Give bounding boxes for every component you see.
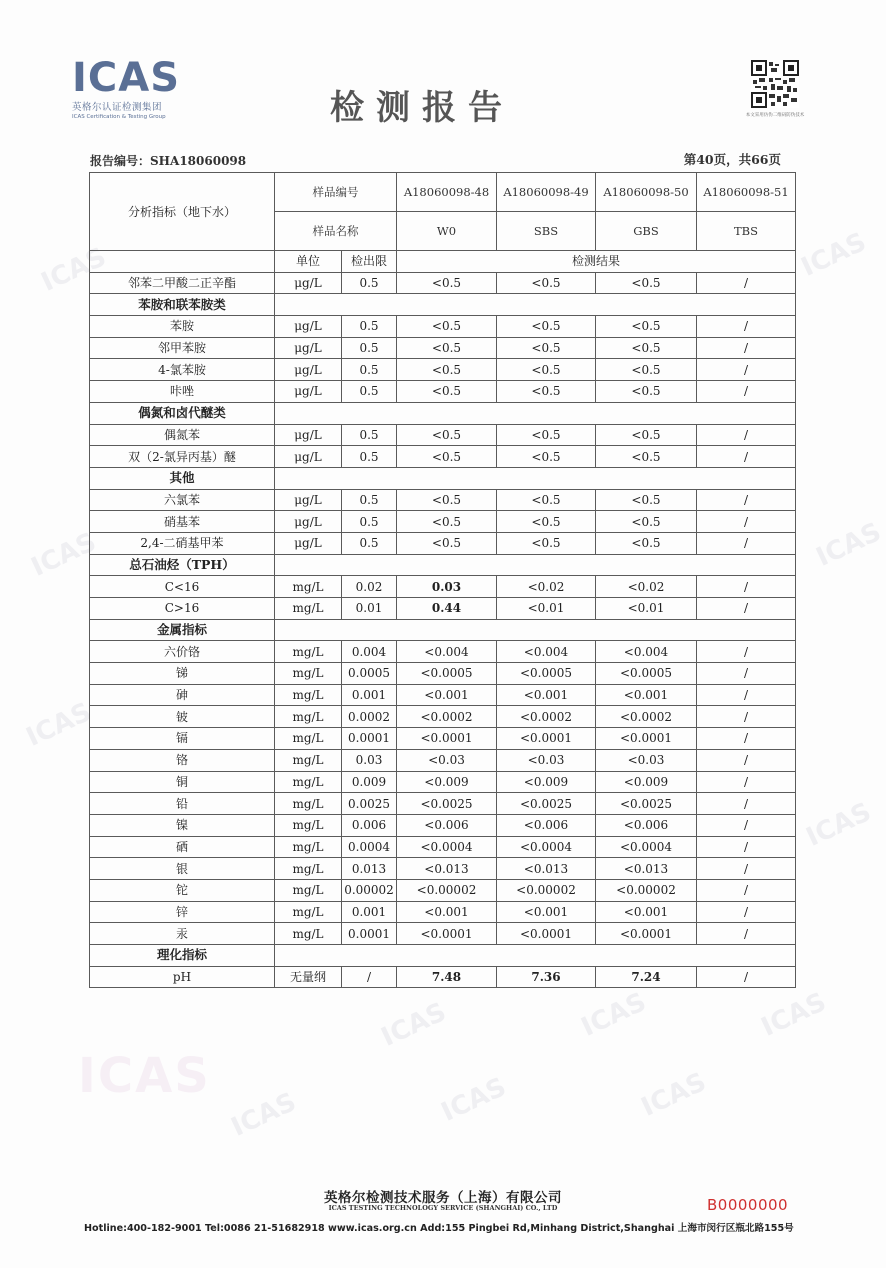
detection-limit-cell: 0.5: [342, 272, 397, 294]
result-cell: <0.004: [397, 641, 497, 663]
table-row: [90, 901, 796, 923]
result-cell: <0.0001: [397, 728, 497, 750]
qr-code-icon: [751, 60, 799, 108]
result-cell: <0.00002: [596, 879, 697, 901]
result-cell: <0.5: [397, 489, 497, 511]
section-blank: [275, 294, 796, 316]
watermark: ICAS: [801, 797, 876, 853]
result-cell: /: [697, 489, 796, 511]
detection-limit-cell: 0.5: [342, 424, 397, 446]
result-cell: <0.00002: [397, 879, 497, 901]
result-cell: /: [697, 814, 796, 836]
table-row: [90, 316, 796, 338]
result-cell: <0.001: [397, 901, 497, 923]
analyte-name: 汞: [90, 923, 275, 945]
unit-cell: μg/L: [275, 489, 342, 511]
result-cell: <0.5: [497, 424, 596, 446]
result-cell: <0.0025: [497, 793, 596, 815]
analyte-name: 咔唑: [90, 381, 275, 403]
result-cell: <0.5: [497, 337, 596, 359]
logo-en-name: ICAS Certification & Testing Group: [72, 114, 166, 120]
unit-cell: μg/L: [275, 337, 342, 359]
detection-limit-cell: 0.5: [342, 316, 397, 338]
result-cell: <0.001: [596, 684, 697, 706]
section-row: [90, 467, 796, 489]
unit-cell: μg/L: [275, 316, 342, 338]
result-cell: <0.0002: [596, 706, 697, 728]
unit-cell: mg/L: [275, 771, 342, 793]
results-table: [89, 172, 796, 988]
column-header-row: [90, 251, 796, 273]
result-cell: <0.009: [397, 771, 497, 793]
result-cell: <0.01: [497, 598, 596, 620]
result-cell: <0.5: [497, 381, 596, 403]
result-cell: <0.03: [497, 749, 596, 771]
unit-cell: mg/L: [275, 684, 342, 706]
section-blank: [275, 402, 796, 424]
result-cell: /: [697, 641, 796, 663]
result-cell: <0.0001: [497, 728, 596, 750]
analyte-name: 镍: [90, 814, 275, 836]
result-cell: <0.0004: [596, 836, 697, 858]
table-row: [90, 424, 796, 446]
section-row: [90, 554, 796, 576]
result-cell: <0.013: [397, 858, 497, 880]
unit-cell: μg/L: [275, 511, 342, 533]
section-row: [90, 294, 796, 316]
unit-cell: mg/L: [275, 901, 342, 923]
sample-id-label: 样品编号: [275, 173, 397, 212]
analyte-name: 铜: [90, 771, 275, 793]
result-cell: 0.44: [397, 598, 497, 620]
table-row: [90, 359, 796, 381]
result-cell: <0.5: [596, 272, 697, 294]
result-cell: <0.009: [596, 771, 697, 793]
page-number: 第40页，共66页: [683, 152, 781, 167]
detection-limit-cell: 0.5: [342, 532, 397, 554]
table-row: [90, 706, 796, 728]
result-cell: /: [697, 576, 796, 598]
unit-cell: mg/L: [275, 663, 342, 685]
result-cell: <0.5: [397, 381, 497, 403]
result-cell: <0.0004: [497, 836, 596, 858]
watermark: ICAS: [576, 987, 651, 1043]
result-cell: <0.01: [596, 598, 697, 620]
result-cell: <0.001: [497, 684, 596, 706]
section-title: 金属指标: [90, 619, 275, 641]
unit-cell: mg/L: [275, 641, 342, 663]
detection-limit-cell: 0.5: [342, 337, 397, 359]
detection-limit-cell: 0.5: [342, 381, 397, 403]
table-row: [90, 923, 796, 945]
result-cell: <0.0001: [397, 923, 497, 945]
result-cell: <0.5: [397, 446, 497, 468]
analyte-name: 偶氮苯: [90, 424, 275, 446]
sample-id: A18060098-49: [497, 173, 596, 212]
table-row: [90, 381, 796, 403]
detection-limit-cell: 0.5: [342, 359, 397, 381]
result-cell: /: [697, 663, 796, 685]
detection-limit-cell: 0.0004: [342, 836, 397, 858]
result-cell: <0.006: [397, 814, 497, 836]
result-cell: <0.004: [596, 641, 697, 663]
unit-cell: mg/L: [275, 793, 342, 815]
table-row: [90, 598, 796, 620]
unit-cell: μg/L: [275, 359, 342, 381]
section-blank: [275, 554, 796, 576]
sample-id: A18060098-51: [697, 173, 796, 212]
analysis-indicator-header: 分析指标（地下水）: [90, 173, 275, 251]
result-cell: <0.013: [497, 858, 596, 880]
sample-name: TBS: [697, 212, 796, 251]
result-cell: <0.5: [596, 424, 697, 446]
result-cell: /: [697, 923, 796, 945]
analyte-name: 锌: [90, 901, 275, 923]
sample-name: GBS: [596, 212, 697, 251]
result-cell: /: [697, 879, 796, 901]
result-cell: <0.013: [596, 858, 697, 880]
section-title: 苯胺和联苯胺类: [90, 294, 275, 316]
report-number: 报告编号：SHA18060098: [90, 154, 247, 168]
logo-cn-name: 英格尔认证检测集团: [72, 102, 163, 113]
sample-id: A18060098-48: [397, 173, 497, 212]
watermark: ICAS: [796, 227, 871, 283]
table-row: [90, 793, 796, 815]
section-row: [90, 619, 796, 641]
table-row: [90, 749, 796, 771]
result-cell: /: [697, 337, 796, 359]
analyte-name: 铊: [90, 879, 275, 901]
watermark: ICAS: [376, 997, 451, 1053]
table-row: [90, 337, 796, 359]
analyte-name: 砷: [90, 684, 275, 706]
detection-limit-cell: 0.0001: [342, 728, 397, 750]
report-title: 检测报告: [330, 88, 514, 128]
detection-limit-cell: 0.001: [342, 684, 397, 706]
detection-limit-cell: 0.004: [342, 641, 397, 663]
result-cell: /: [697, 532, 796, 554]
detection-limit-cell: 0.01: [342, 598, 397, 620]
section-row: [90, 945, 796, 967]
result-cell: <0.5: [596, 489, 697, 511]
result-cell: <0.0001: [596, 728, 697, 750]
analyte-name: 六价铬: [90, 641, 275, 663]
detection-limit-header: 检出限: [342, 251, 397, 273]
result-cell: /: [697, 771, 796, 793]
result-cell: <0.5: [497, 489, 596, 511]
watermark: ICAS: [226, 1087, 301, 1143]
result-cell: <0.5: [397, 272, 497, 294]
result-cell: <0.0005: [397, 663, 497, 685]
analyte-name: 硝基苯: [90, 511, 275, 533]
watermark: ICAS: [26, 527, 101, 583]
result-cell: <0.006: [497, 814, 596, 836]
detection-limit-cell: 0.02: [342, 576, 397, 598]
analyte-name: 双（2-氯异丙基）醚: [90, 446, 275, 468]
section-title: 其他: [90, 467, 275, 489]
result-cell: /: [697, 836, 796, 858]
analyte-name: pH: [90, 966, 275, 988]
analyte-name: C<16: [90, 576, 275, 598]
watermark: ICAS: [636, 1067, 711, 1123]
watermark: ICAS: [811, 517, 886, 573]
unit-cell: mg/L: [275, 728, 342, 750]
sample-id-row: [90, 173, 796, 212]
result-cell: <0.5: [497, 272, 596, 294]
unit-cell: μg/L: [275, 272, 342, 294]
table-row: [90, 966, 796, 988]
result-cell: /: [697, 749, 796, 771]
detection-limit-cell: 0.0005: [342, 663, 397, 685]
watermark: ICAS: [36, 242, 111, 298]
result-cell: /: [697, 966, 796, 988]
result-cell: 0.03: [397, 576, 497, 598]
result-cell: <0.5: [497, 446, 596, 468]
sample-name: SBS: [497, 212, 596, 251]
result-cell: /: [697, 446, 796, 468]
analyte-name: 铬: [90, 749, 275, 771]
table-row: [90, 446, 796, 468]
result-cell: /: [697, 858, 796, 880]
unit-cell: mg/L: [275, 749, 342, 771]
unit-cell: mg/L: [275, 576, 342, 598]
section-title: 总石油烃（TPH）: [90, 554, 275, 576]
watermark-logo: ICAS: [78, 1048, 211, 1104]
results-header: 检测结果: [397, 251, 796, 273]
watermark: ICAS: [756, 987, 831, 1043]
analyte-name: 六氯苯: [90, 489, 275, 511]
detection-limit-cell: 0.5: [342, 446, 397, 468]
result-cell: /: [697, 901, 796, 923]
detection-limit-cell: 0.5: [342, 489, 397, 511]
table-row: [90, 879, 796, 901]
section-row: [90, 402, 796, 424]
result-cell: <0.0001: [596, 923, 697, 945]
result-cell: <0.0025: [596, 793, 697, 815]
result-cell: <0.0025: [397, 793, 497, 815]
result-cell: <0.0001: [497, 923, 596, 945]
table-row: [90, 728, 796, 750]
detection-limit-cell: 0.0025: [342, 793, 397, 815]
result-cell: <0.5: [397, 359, 497, 381]
analyte-name: 2,4-二硝基甲苯: [90, 532, 275, 554]
detection-limit-cell: 0.001: [342, 901, 397, 923]
section-blank: [275, 945, 796, 967]
company-name-cn: 英格尔检测技术服务（上海）有限公司: [324, 1190, 562, 1206]
result-cell: <0.5: [397, 316, 497, 338]
result-cell: <0.5: [596, 446, 697, 468]
result-cell: 7.24: [596, 966, 697, 988]
serial-number: B0000000: [707, 1196, 789, 1214]
unit-cell: mg/L: [275, 814, 342, 836]
result-cell: /: [697, 706, 796, 728]
result-cell: <0.001: [397, 684, 497, 706]
result-cell: <0.001: [497, 901, 596, 923]
analyte-name: 邻苯二甲酸二正辛酯: [90, 272, 275, 294]
logo-mark: ICAS: [72, 55, 181, 101]
detection-limit-cell: 0.03: [342, 749, 397, 771]
unit-cell: mg/L: [275, 858, 342, 880]
table-row: [90, 532, 796, 554]
qr-caption: 本文采用仿伪二维码防伪技术: [745, 113, 805, 118]
result-cell: /: [697, 598, 796, 620]
result-cell: 7.36: [497, 966, 596, 988]
result-cell: 7.48: [397, 966, 497, 988]
result-cell: <0.5: [497, 316, 596, 338]
detection-limit-cell: 0.0001: [342, 923, 397, 945]
unit-cell: μg/L: [275, 446, 342, 468]
unit-cell: μg/L: [275, 381, 342, 403]
result-cell: <0.5: [397, 337, 497, 359]
sample-name-label: 样品名称: [275, 212, 397, 251]
section-title: 偶氮和卤代醚类: [90, 402, 275, 424]
result-cell: <0.5: [596, 337, 697, 359]
analyte-name: 邻甲苯胺: [90, 337, 275, 359]
result-cell: <0.5: [596, 511, 697, 533]
company-name-en: ICAS TESTING TECHNOLOGY SERVICE (SHANGHAI) CO., LTD: [328, 1204, 558, 1212]
result-cell: /: [697, 793, 796, 815]
result-cell: <0.5: [397, 532, 497, 554]
table-row: [90, 511, 796, 533]
table-row: [90, 771, 796, 793]
result-cell: <0.5: [596, 359, 697, 381]
unit-cell: 无量纲: [275, 966, 342, 988]
analyte-name: 苯胺: [90, 316, 275, 338]
analyte-name: 硒: [90, 836, 275, 858]
result-cell: <0.5: [397, 424, 497, 446]
analyte-name: 锑: [90, 663, 275, 685]
unit-cell: μg/L: [275, 532, 342, 554]
analyte-name: 铅: [90, 793, 275, 815]
detection-limit-cell: 0.00002: [342, 879, 397, 901]
result-cell: /: [697, 316, 796, 338]
result-cell: /: [697, 511, 796, 533]
icas-logo: [72, 55, 187, 120]
analyte-name: 银: [90, 858, 275, 880]
result-cell: <0.5: [497, 511, 596, 533]
detection-limit-cell: /: [342, 966, 397, 988]
result-cell: <0.5: [596, 532, 697, 554]
table-row: [90, 663, 796, 685]
result-cell: <0.03: [596, 749, 697, 771]
result-cell: <0.5: [497, 359, 596, 381]
table-row: [90, 684, 796, 706]
analyte-name: C>16: [90, 598, 275, 620]
result-cell: <0.03: [397, 749, 497, 771]
table-row: [90, 836, 796, 858]
sample-id: A18060098-50: [596, 173, 697, 212]
result-cell: /: [697, 424, 796, 446]
result-cell: <0.0005: [596, 663, 697, 685]
analyte-name: 4-氯苯胺: [90, 359, 275, 381]
section-blank: [275, 467, 796, 489]
result-cell: <0.0004: [397, 836, 497, 858]
detection-limit-cell: 0.006: [342, 814, 397, 836]
result-cell: /: [697, 272, 796, 294]
detection-limit-cell: 0.013: [342, 858, 397, 880]
section-blank: [275, 619, 796, 641]
result-cell: /: [697, 359, 796, 381]
table-row: [90, 489, 796, 511]
result-cell: /: [697, 381, 796, 403]
result-cell: /: [697, 728, 796, 750]
sample-name: W0: [397, 212, 497, 251]
result-cell: <0.5: [397, 511, 497, 533]
table-row: [90, 576, 796, 598]
detection-limit-cell: 0.009: [342, 771, 397, 793]
unit-cell: mg/L: [275, 836, 342, 858]
result-cell: <0.0002: [497, 706, 596, 728]
result-cell: <0.00002: [497, 879, 596, 901]
detection-limit-cell: 0.5: [342, 511, 397, 533]
table-row: [90, 272, 796, 294]
detection-limit-cell: 0.0002: [342, 706, 397, 728]
analyte-name: 铍: [90, 706, 275, 728]
result-cell: <0.009: [497, 771, 596, 793]
table-row: [90, 858, 796, 880]
watermark: ICAS: [436, 1072, 511, 1128]
result-cell: <0.004: [497, 641, 596, 663]
result-cell: <0.5: [497, 532, 596, 554]
watermark: ICAS: [21, 697, 96, 753]
result-cell: <0.0002: [397, 706, 497, 728]
table-row: [90, 641, 796, 663]
unit-header: 单位: [275, 251, 342, 273]
table-row: [90, 814, 796, 836]
result-cell: <0.001: [596, 901, 697, 923]
result-cell: <0.5: [596, 381, 697, 403]
contact-info: Hotline:400-182-9001 Tel:0086 21-51682918 www.icas.org.cn Add:155 Pingbei Rd,Minhang District,Shanghai 上海市闵行区瓶北路155号: [84, 1223, 794, 1234]
result-cell: /: [697, 684, 796, 706]
section-title: 理化指标: [90, 945, 275, 967]
blank-header-cell: [90, 251, 275, 273]
result-cell: <0.02: [497, 576, 596, 598]
result-cell: <0.5: [596, 316, 697, 338]
unit-cell: μg/L: [275, 424, 342, 446]
unit-cell: mg/L: [275, 706, 342, 728]
unit-cell: mg/L: [275, 598, 342, 620]
result-cell: <0.02: [596, 576, 697, 598]
analyte-name: 镉: [90, 728, 275, 750]
unit-cell: mg/L: [275, 879, 342, 901]
result-cell: <0.0005: [497, 663, 596, 685]
unit-cell: mg/L: [275, 923, 342, 945]
result-cell: <0.006: [596, 814, 697, 836]
